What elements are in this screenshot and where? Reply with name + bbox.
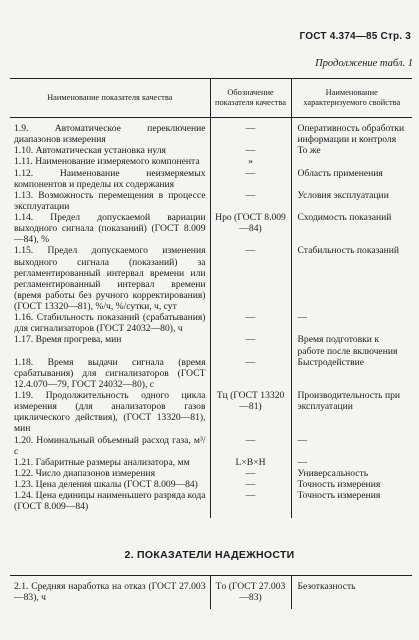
indicator-name: 1.15. Предел допускаемого изменения выходного сигнала (показаний) за регламентированный интервал времени или регламентированный интервал времени (время работы без ручного корректирования) (ГОСТ 13320—81), %/ч, %/сутки, ч, сут <box>14 245 206 312</box>
indicator-name: 1.10. Автоматическая установка нуля <box>14 145 166 157</box>
indicator-name: 1.13. Возможность перемещения в процессе эксплуатации <box>14 189 206 212</box>
table-row <box>10 334 412 356</box>
indicator-property: Стабильность показаний <box>291 245 412 312</box>
indicator-name: 1.19. Продолжительность одного цикла измерения (для анализаторов газов циклического действия), (ГОСТ 13320—81), мин <box>14 390 206 435</box>
indicator-symbol: L×B×H <box>210 457 291 468</box>
indicator-property: — <box>291 312 412 334</box>
table-row <box>10 390 412 435</box>
indicator-name: 1.24. Цена единицы наименьшего разряда кода (ГОСТ 8.009—84) <box>14 490 206 513</box>
indicator-property: Время подготовки к работе после включения <box>291 334 412 356</box>
indicator-symbol: — <box>210 435 291 457</box>
indicator-symbol: — <box>210 118 291 146</box>
indicator-symbol: — <box>210 490 291 518</box>
indicator-symbol: Tо (ГОСТ 27.003—83) <box>210 576 291 610</box>
indicator-name: 2.1. Средняя наработка на отказ (ГОСТ 27.003—83), ч <box>10 576 210 610</box>
table-row <box>10 168 412 190</box>
table-row <box>10 490 412 518</box>
table-row <box>10 457 412 468</box>
indicator-property: Быстродействие <box>291 357 412 390</box>
indicator-property: — <box>291 435 412 457</box>
table-row <box>10 312 412 334</box>
table-row <box>10 156 412 167</box>
indicator-symbol: — <box>210 334 291 356</box>
indicator-property: Универсальность <box>291 468 412 479</box>
reliability-table <box>10 575 412 609</box>
indicator-symbol: » <box>210 156 291 167</box>
table-row <box>10 576 412 610</box>
table-row <box>10 479 412 490</box>
indicator-property: Безотказность <box>291 576 412 610</box>
indicator-property: Область применения <box>291 168 412 190</box>
indicator-name: 1.14. Предел допускаемой вариации выходного сигнала (показаний) (ГОСТ 8.009—84), % <box>14 212 206 246</box>
indicator-symbol: Tц (ГОСТ 13320—81) <box>210 390 291 435</box>
column-header-property: Наименование характеризуемого свойства <box>291 79 412 118</box>
indicator-property <box>291 156 412 167</box>
indicator-name: 1.16. Стабильность показаний (срабатывания) для сигнализаторов (ГОСТ 24032—80), ч <box>14 312 206 335</box>
table-row <box>10 435 412 457</box>
table-row <box>10 190 412 212</box>
indicator-name: 1.17. Время прогрева, мин <box>14 334 122 346</box>
indicator-property: Оперативность обработки информации и контроля <box>291 118 412 146</box>
indicator-property: — <box>291 457 412 468</box>
indicator-name: 1.11. Наименование измеряемого компонента <box>14 156 200 168</box>
section-title: 2. ПОКАЗАТЕЛИ НАДЕЖНОСТИ <box>124 549 295 561</box>
indicator-symbol: — <box>210 468 291 479</box>
indicator-symbol: — <box>210 145 291 156</box>
indicator-symbol: — <box>210 312 291 334</box>
indicator-name: 1.12. Наименование неизмеряемых компонентов и пределы их содержания <box>14 167 206 190</box>
table-row <box>10 212 412 245</box>
table-continuation-label: Продолжение табл. 1 <box>315 58 413 69</box>
table-row <box>10 145 412 156</box>
table-row <box>10 245 412 312</box>
indicator-symbol: — <box>210 479 291 490</box>
quality-indicators-table <box>10 78 412 518</box>
table-row <box>10 468 412 479</box>
indicator-property: То же <box>291 145 412 156</box>
indicator-property: Точность измерения <box>291 479 412 490</box>
indicator-name: 1.21. Габаритные размеры анализатора, мм <box>14 456 190 468</box>
column-header-symbol: Обозначение показателя качества <box>210 79 291 118</box>
indicator-name: 1.23. Цена деления шкалы (ГОСТ 8.009—84) <box>14 479 198 490</box>
indicator-name: 1.22. Число диапазонов измерения <box>14 467 155 479</box>
indicator-symbol: — <box>210 168 291 190</box>
indicator-name: 1.20. Номинальный объемный расход газа, м³/с <box>14 434 206 457</box>
indicator-symbol: — <box>210 245 291 312</box>
indicator-property: Условия эксплуатации <box>291 190 412 212</box>
indicator-property: Точность измерения <box>291 490 412 518</box>
indicator-symbol: Hро (ГОСТ 8.009—84) <box>210 212 291 245</box>
indicator-symbol: — <box>210 357 291 390</box>
indicator-name: 1.18. Время выдачи сигнала (время срабатывания) для сигнализаторов (ГОСТ 12.4.070—79, ГОСТ 24032—80), с <box>14 356 206 390</box>
column-header-name: Наименование показателя качества <box>10 79 210 118</box>
table-row <box>10 357 412 390</box>
indicator-name: 1.9. Автоматическое переключение диапазонов измерения <box>14 123 206 146</box>
page-header: ГОСТ 4.374—85 Стр. 3 <box>299 31 411 42</box>
table-row <box>10 118 412 146</box>
indicator-property: Сходимость показаний <box>291 212 412 245</box>
indicator-property: Производительность при эксплуатации <box>291 390 412 435</box>
indicator-symbol: — <box>210 190 291 212</box>
